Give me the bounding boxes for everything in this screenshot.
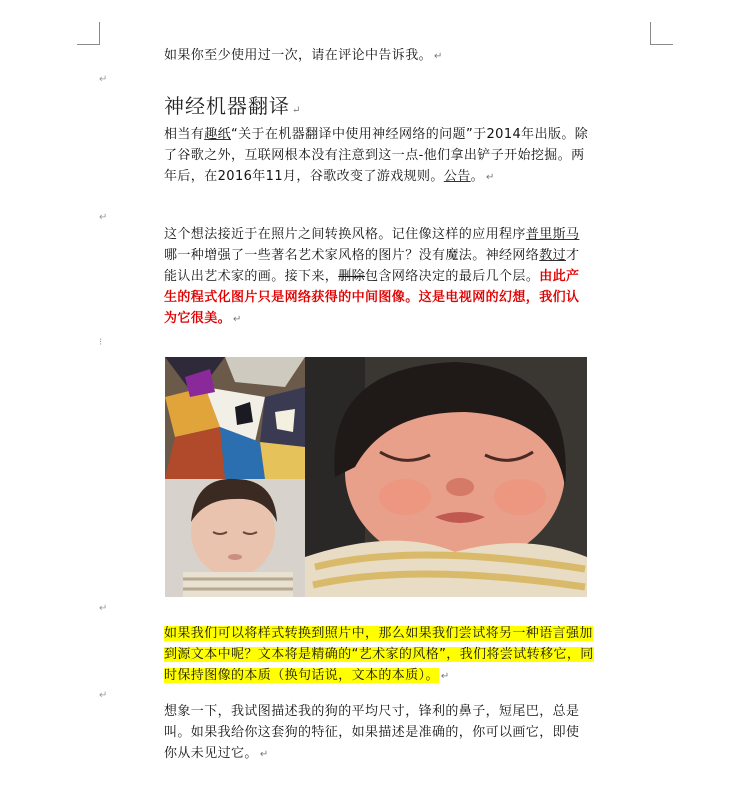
pilcrow-icon: ↵ [440,671,450,682]
p2-text-b: 哪一种增强了一些著名艺术家风格的图片？没有魔法。神经网络 [164,248,540,263]
figure-image [165,357,587,597]
p2-text-d: 包含网络决定的最后几个层。 [365,269,540,284]
paragraph-3-highlighted [164,623,594,687]
p1-text-a: 相当有 [164,127,205,142]
struck-text: 删除 [338,269,366,284]
stylized-photo-tile [305,357,587,597]
pilcrow-icon: ↵ [99,690,108,701]
crop-mark-top-left [77,22,100,45]
intro-line [164,45,590,67]
style-transfer-figure [165,357,587,597]
link-taught[interactable]: 教过 [539,248,567,263]
section-heading [164,92,301,125]
paragraph-4 [164,701,590,765]
paragraph-2 [164,224,590,330]
heading-text: 神经机器翻译 [164,94,290,118]
link-prisma[interactable]: 普里斯马 [525,227,580,242]
highlighted-text: 如果我们可以将样式转换到照片中，那么如果我们尝试将另一种语言强加到源文本中呢？文本将是精确的“艺术家的风格”，我们将尝试转移它，同时保持图像的本质（换句话说，文本的本质）。 [164,626,594,683]
pilcrow-icon: ↵ [233,314,242,325]
p1-text-c: 。 [470,169,485,184]
intro-text: 如果你至少使用过一次，请在评论中告诉我。 [164,48,433,63]
pilcrow-icon: ↵ [292,105,302,116]
paragraph-1 [164,124,590,188]
link-announcement[interactable]: 公告 [443,169,471,184]
pilcrow-icon: ↵ [99,603,108,614]
pilcrow-icon: ↵ [99,74,108,85]
p2-text-c: 才能认出艺术家的画。接下来， [164,248,580,284]
red-bold-text: 由此产生的程式化图片只是网络获得的中间图像。这是电视网的幻想，我们认为它很美。 [164,269,580,326]
abstract-painting-tile [165,357,305,479]
original-photo-tile [165,479,305,597]
p4-text: 想象一下，我试图描述我的狗的平均尺寸，锋利的鼻子，短尾巴，总是叫。如果我给你这套狗的特征，如果描述是准确的，你可以画它，即使你从未见过它。 [164,704,580,761]
pilcrow-icon: ↵ [99,212,108,223]
pilcrow-icon: ↵ [434,51,443,62]
link-funny-paper[interactable]: 趣纸 [204,127,232,142]
pilcrow-icon: ⁝ [99,337,103,348]
p1-text-b: “关于在机器翻译中使用神经网络的问题”于2014年出版。除了谷歌之外，互联网根本没有注意到这一点-他们拿出铲子开始挖掘。两年后，在2016年11月，谷歌改变了游戏规则。 [164,127,589,184]
pilcrow-icon: ↵ [486,172,495,183]
pilcrow-icon: ↵ [259,749,269,760]
p2-text-a: 这个想法接近于在照片之间转换风格。记住像这样的应用程序 [164,227,526,242]
crop-mark-top-right [650,22,673,45]
